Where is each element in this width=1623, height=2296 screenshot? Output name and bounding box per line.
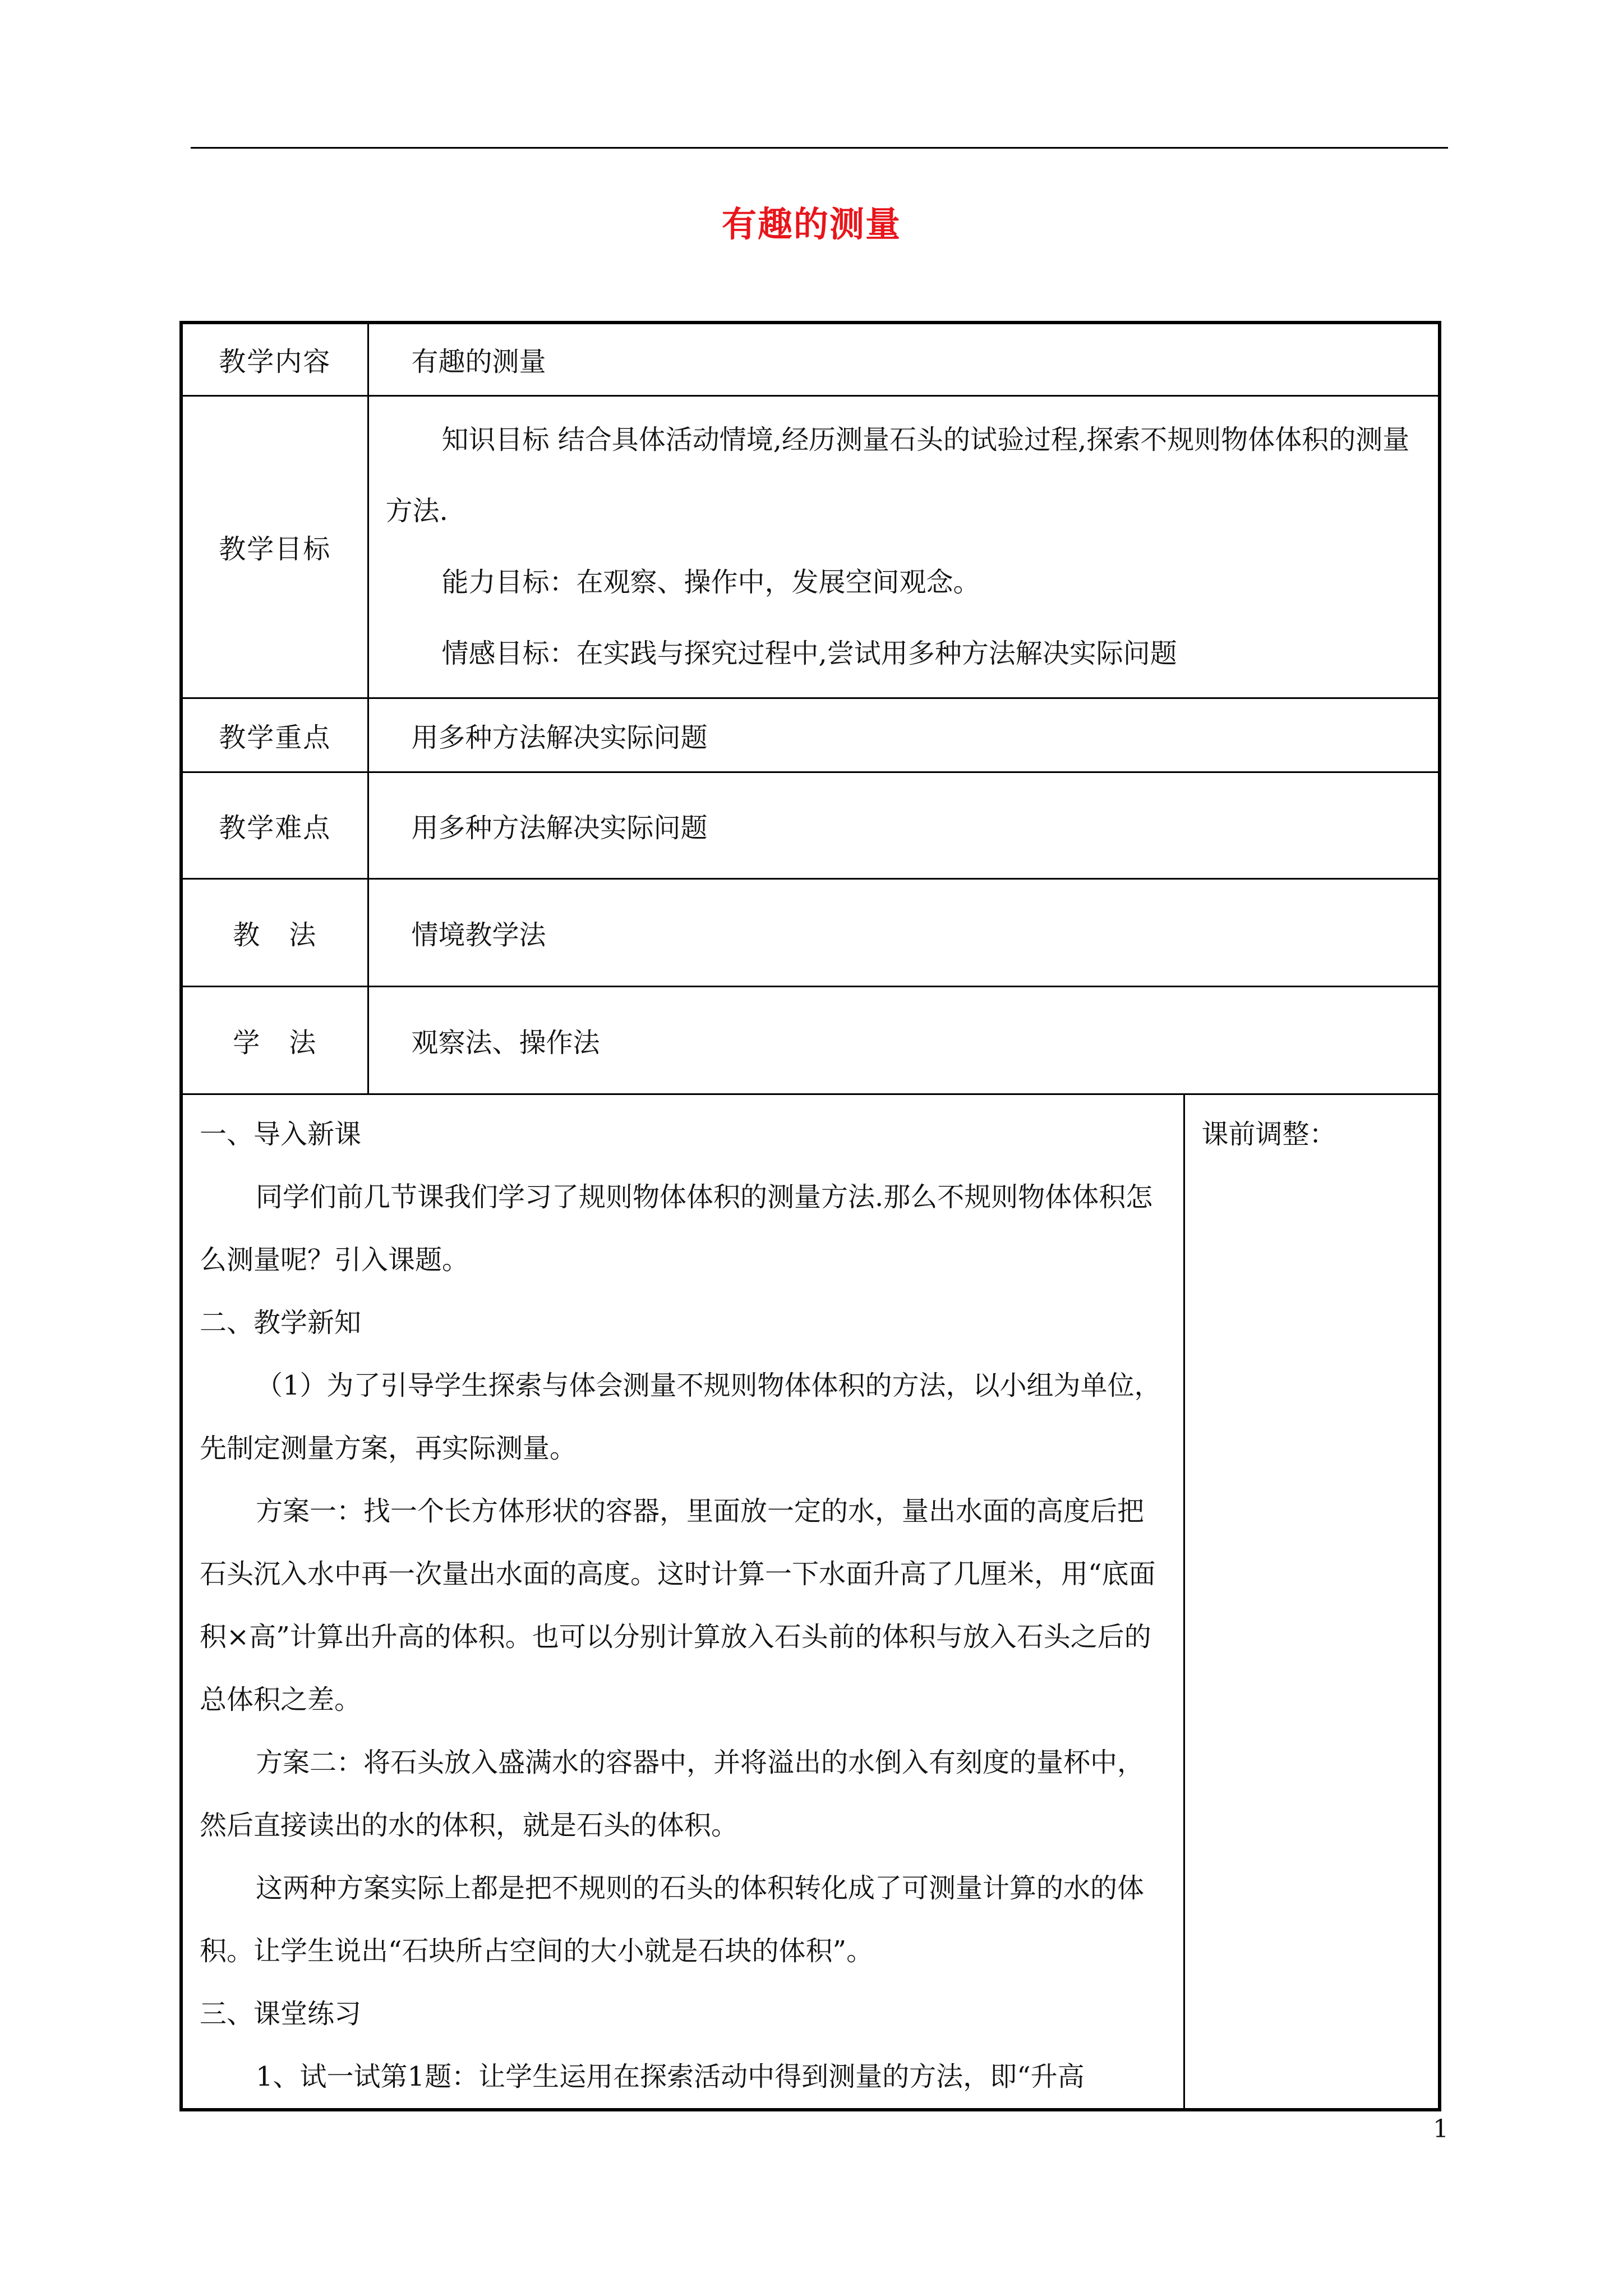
label-key-points: 教学重点 <box>181 698 368 772</box>
page-number: 1 <box>1433 2115 1449 2143</box>
value-teaching-method: 情境教学法 <box>368 878 1440 986</box>
process-paragraph: （1）为了引导学生探索与体会测量不规则物体体积的方法，以小组为单位，先制定测量方案，再实际测量。 <box>200 1369 1161 1464</box>
section-heading: 一、导入新课 <box>200 1118 362 1150</box>
value-content: 有趣的测量 <box>368 323 1440 395</box>
emotion-objective: 情感目标：在实践与探究过程中,尝试用多种方法解决实际问题 <box>441 637 1177 669</box>
knowledge-objective: 知识目标 结合具体活动情境,经历测量石头的试验过程,探索不规则物体体积的测量方法. <box>385 424 1410 527</box>
value-difficulties: 用多种方法解决实际问题 <box>368 772 1440 878</box>
label-learning-method: 学 法 <box>181 986 368 1094</box>
document-title: 有趣的测量 <box>721 204 901 245</box>
ability-objective: 能力目标：在观察、操作中，发展空间观念。 <box>441 566 980 598</box>
row-key-points <box>181 698 1440 772</box>
process-paragraph: 这两种方案实际上都是把不规则的石头的体积转化成了可测量计算的水的体积。让学生说出“石块所占空间的大小就是石块的体积”。 <box>200 1872 1145 1967</box>
label-objectives: 教学目标 <box>181 395 368 698</box>
row-content <box>181 323 1440 395</box>
process-paragraph: 方案一：找一个长方体形状的容器，里面放一定的水，量出水面的高度后把石头沉入水中再一次量出水面的高度。这时计算一下水面升高了几厘米，用“底面积×高”计算出升高的体积。也可以分别计算放入石头前的体积与放入石头之后的总体积之差。 <box>200 1495 1156 1715</box>
row-teaching-method <box>181 878 1440 986</box>
header-rule <box>191 147 1448 149</box>
process-paragraph: 1、试一试第1题：让学生运用在探索活动中得到测量的方法，即“升高 <box>256 2060 1085 2092</box>
process-paragraph: 同学们前几节课我们学习了规则物体体积的测量方法.那么不规则物体体积怎么测量呢？引入课题。 <box>200 1181 1153 1276</box>
value-learning-method: 观察法、操作法 <box>368 986 1440 1094</box>
row-learning-method <box>181 986 1440 1094</box>
process-paragraph: 方案二：将石头放入盛满水的容器中，并将溢出的水倒入有刻度的量杯中，然后直接读出的水的体积，就是石头的体积。 <box>200 1746 1145 1841</box>
row-process <box>181 1094 1440 2110</box>
pre-class-notes-cell <box>1184 1094 1440 2110</box>
row-objectives <box>181 395 1440 698</box>
section-heading: 二、教学新知 <box>200 1306 362 1338</box>
label-difficulties: 教学难点 <box>181 772 368 878</box>
value-key-points: 用多种方法解决实际问题 <box>368 698 1440 772</box>
label-teaching-method: 教 法 <box>181 878 368 986</box>
row-difficulties <box>181 772 1440 878</box>
lesson-plan-table <box>179 321 1441 2111</box>
teaching-process-cell <box>181 1094 1184 2110</box>
objectives-cell <box>368 395 1440 698</box>
section-heading: 三、课堂练习 <box>200 1998 362 2030</box>
label-content: 教学内容 <box>181 323 368 395</box>
pre-class-notes-label: 课前调整： <box>1201 1118 1336 1150</box>
